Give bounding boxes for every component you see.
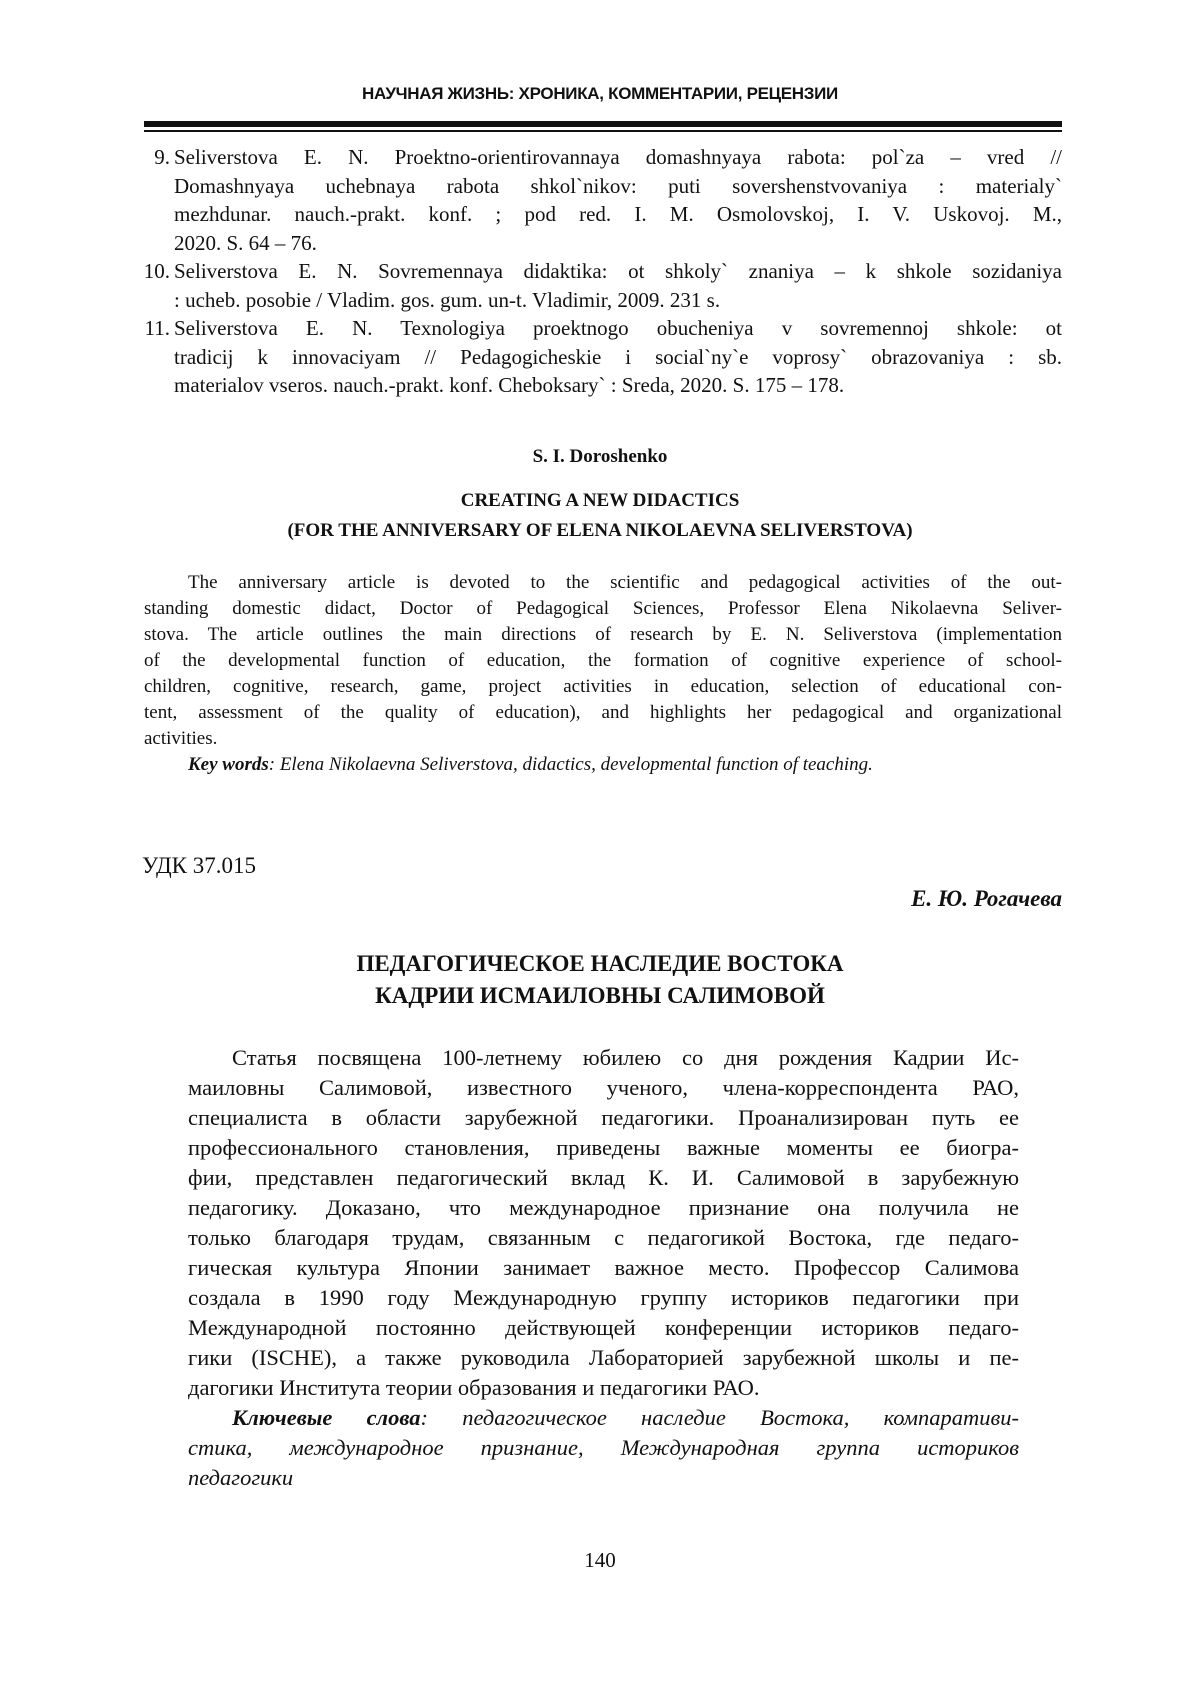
abstract-line: специалиста в области зарубежной педагогики. Проанализирован путь ее [188,1103,1019,1133]
reference-line: mezhdunar. nauch.-prakt. konf. ; pod red. I. M. Osmolovskoj, I. V. Uskovoj. M., [174,200,1062,229]
reference-line: 2020. S. 64 – 76. [174,229,1062,258]
abstract-line: педагогику. Доказано, что международное признание она получила не [188,1193,1019,1223]
keywords-label: Ключевые слова [232,1405,421,1430]
abstract-line: Статья посвящена 100-летнему юбилею со дня рождения Кадрии Ис- [188,1043,1019,1073]
page-number: 140 [0,1548,1200,1573]
header-rule-thin [144,130,1062,132]
keywords-label: Key words [188,754,269,775]
english-title-line: CREATING A NEW DIDACTICS [0,486,1200,516]
abstract-line: activities. [144,726,1062,752]
reference-item [144,314,1062,400]
keywords-text: : педагогическое наследие Востока, компаративи- [421,1405,1019,1430]
abstract-line: профессионального становления, приведены важные моменты ее биогра- [188,1133,1019,1163]
abstract-line: children, cognitive, research, game, project activities in education, selection of educational con- [144,674,1062,700]
abstract-line: tent, assessment of the quality of education), and highlights her pedagogical and organizational [144,700,1062,726]
reference-line: Seliverstova E. N. Sovremennaya didaktika: ot shkoly` znaniya – k shkole sozidaniya [174,257,1062,286]
english-title [0,486,1200,546]
abstract-line: standing domestic didact, Doctor of Pedagogical Sciences, Professor Elena Nikolaevna Seliver- [144,596,1062,622]
russian-abstract [188,1043,1019,1493]
abstract-line: The anniversary article is devoted to the scientific and pedagogical activities of the out- [144,570,1062,596]
abstract-line: создала в 1990 году Международную группу историков педагогики при [188,1283,1019,1313]
russian-keywords [188,1403,1019,1433]
reference-number: 11. [134,314,170,343]
russian-title [0,948,1200,1012]
abstract-line: фии, представлен педагогический вклад К. И. Салимовой в зарубежную [188,1163,1019,1193]
abstract-line: of the developmental function of education, the formation of cognitive experience of school- [144,648,1062,674]
reference-number: 9. [144,143,170,172]
english-keywords [144,752,1062,778]
reference-line: Seliverstova E. N. Texnologiya proektnogo obucheniya v sovremennoj shkole: ot [174,314,1062,343]
english-title-line: (FOR THE ANNIVERSARY OF ELENA NIKOLAEVNA SELIVERSTOVA) [0,516,1200,546]
english-author: S. I. Doroshenko [0,446,1200,468]
keywords-text: : Elena Nikolaevna Seliverstova, didactics, developmental function of teaching. [269,754,873,775]
reference-line: : ucheb. posobie / Vladim. gos. gum. un-t. Vladimir, 2009. 231 s. [174,286,1062,315]
keywords-line: стика, международное признание, Международная группа историков [188,1433,1019,1463]
abstract-line: только благодаря трудам, связанным с педагогикой Востока, где педаго- [188,1223,1019,1253]
reference-item [144,257,1062,314]
keywords-line: педагогики [188,1463,1019,1493]
header-rule-thick [144,121,1062,127]
reference-list [144,143,1062,400]
abstract-line: stova. The article outlines the main directions of research by E. N. Seliverstova (implementation [144,622,1062,648]
abstract-line: маиловны Салимовой, известного ученого, члена-корреспондента РАО, [188,1073,1019,1103]
abstract-line: Международной постоянно действующей конференции историков педаго- [188,1313,1019,1343]
reference-line: Seliverstova E. N. Proektno-orientirovannaya domashnyaya rabota: pol`za – vred // [174,143,1062,172]
running-header: НАУЧНАЯ ЖИЗНЬ: ХРОНИКА, КОММЕНТАРИИ, РЕЦЕНЗИИ [0,84,1200,104]
abstract-line: гическая культура Японии занимает важное место. Профессор Салимова [188,1253,1019,1283]
reference-item [144,143,1062,257]
reference-line: tradicij k innovaciyam // Pedagogicheskie i social`ny`e voprosy` obrazovaniya : sb. [174,343,1062,372]
abstract-line: гики (ISCHE), а также руководила Лабораторией зарубежной школы и пе- [188,1343,1019,1373]
reference-line: materialov vseros. nauch.-prakt. konf. Cheboksary` : Sreda, 2020. S. 175 – 178. [174,371,1062,400]
abstract-line: дагогики Института теории образования и педагогики РАО. [188,1373,1019,1403]
udk-code: УДК 37.015 [142,853,256,879]
russian-author: Е. Ю. Рогачева [911,886,1062,912]
english-abstract [144,570,1062,778]
reference-number: 10. [134,257,170,286]
russian-title-line: ПЕДАГОГИЧЕСКОЕ НАСЛЕДИЕ ВОСТОКА [0,948,1200,980]
russian-title-line: КАДРИИ ИСМАИЛОВНЫ САЛИМОВОЙ [0,980,1200,1012]
reference-line: Domashnyaya uchebnaya rabota shkol`nikov: puti sovershenstvovaniya : materialy` [174,172,1062,201]
